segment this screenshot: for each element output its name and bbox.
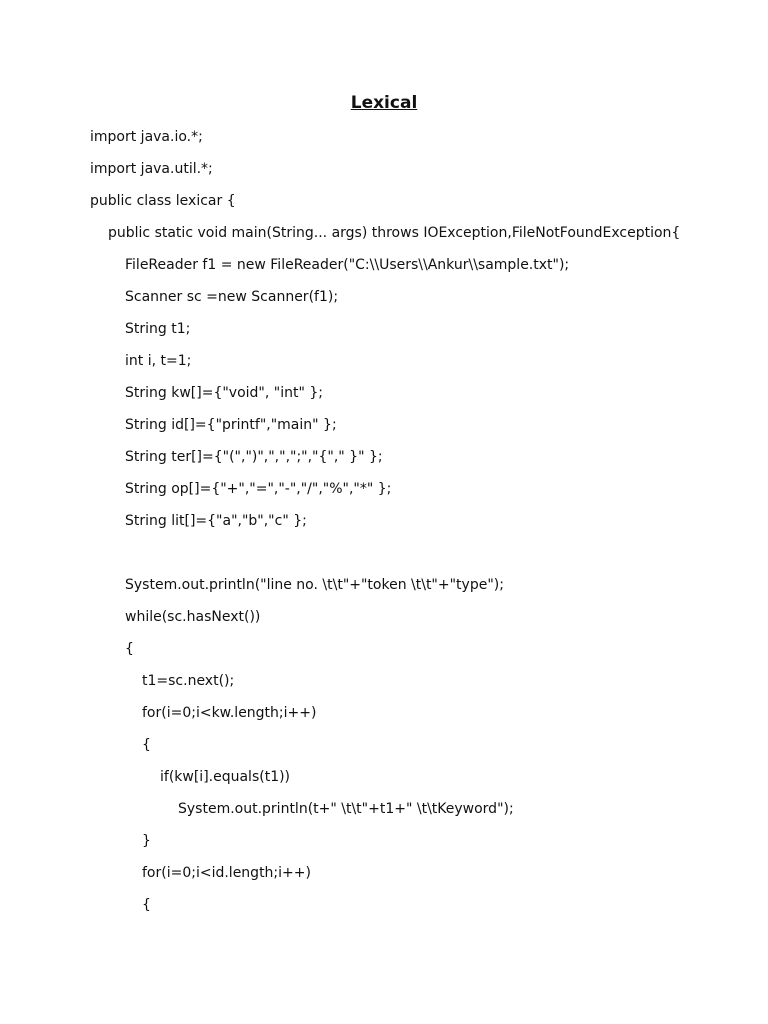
code-line-1: import java.io.*; bbox=[90, 129, 203, 145]
code-line-11: String ter[]={"(",")",",",";","{"," }" }; bbox=[125, 449, 383, 465]
code-line-12: String op[]={"+","=","-","/","%","*" }; bbox=[125, 481, 392, 497]
code-line-13: String lit[]={"a","b","c" }; bbox=[125, 513, 307, 529]
code-line-5: FileReader f1 = new FileReader("C:\\Users\\Ankur\\sample.txt"); bbox=[125, 257, 570, 273]
code-line-18: for(i=0;i<kw.length;i++) bbox=[142, 705, 317, 721]
code-line-20: if(kw[i].equals(t1)) bbox=[160, 769, 291, 785]
code-line-15: while(sc.hasNext()) bbox=[125, 609, 261, 625]
code-line-9: String kw[]={"void", "int" }; bbox=[125, 385, 323, 401]
document-title: Lexical bbox=[350, 93, 418, 113]
code-line-22: } bbox=[142, 833, 151, 849]
code-line-19: { bbox=[142, 737, 151, 753]
code-line-17: t1=sc.next(); bbox=[142, 673, 235, 689]
code-line-24: { bbox=[142, 897, 151, 913]
code-line-6: Scanner sc =new Scanner(f1); bbox=[125, 289, 339, 305]
code-line-8: int i, t=1; bbox=[125, 353, 192, 369]
code-line-3: public class lexicar { bbox=[90, 193, 236, 209]
code-line-23: for(i=0;i<id.length;i++) bbox=[142, 865, 311, 881]
code-line-4: public static void main(String... args) throws IOException,FileNotFoundException{ bbox=[108, 225, 681, 241]
code-line-7: String t1; bbox=[125, 321, 191, 337]
code-line-16: { bbox=[125, 641, 134, 657]
code-line-21: System.out.println(t+" \t\t"+t1+" \t\tKeyword"); bbox=[178, 801, 514, 817]
code-line-14: System.out.println("line no. \t\t"+"token \t\t"+"type"); bbox=[125, 577, 504, 593]
code-line-10: String id[]={"printf","main" }; bbox=[125, 417, 337, 433]
code-line-2: import java.util.*; bbox=[90, 161, 213, 177]
